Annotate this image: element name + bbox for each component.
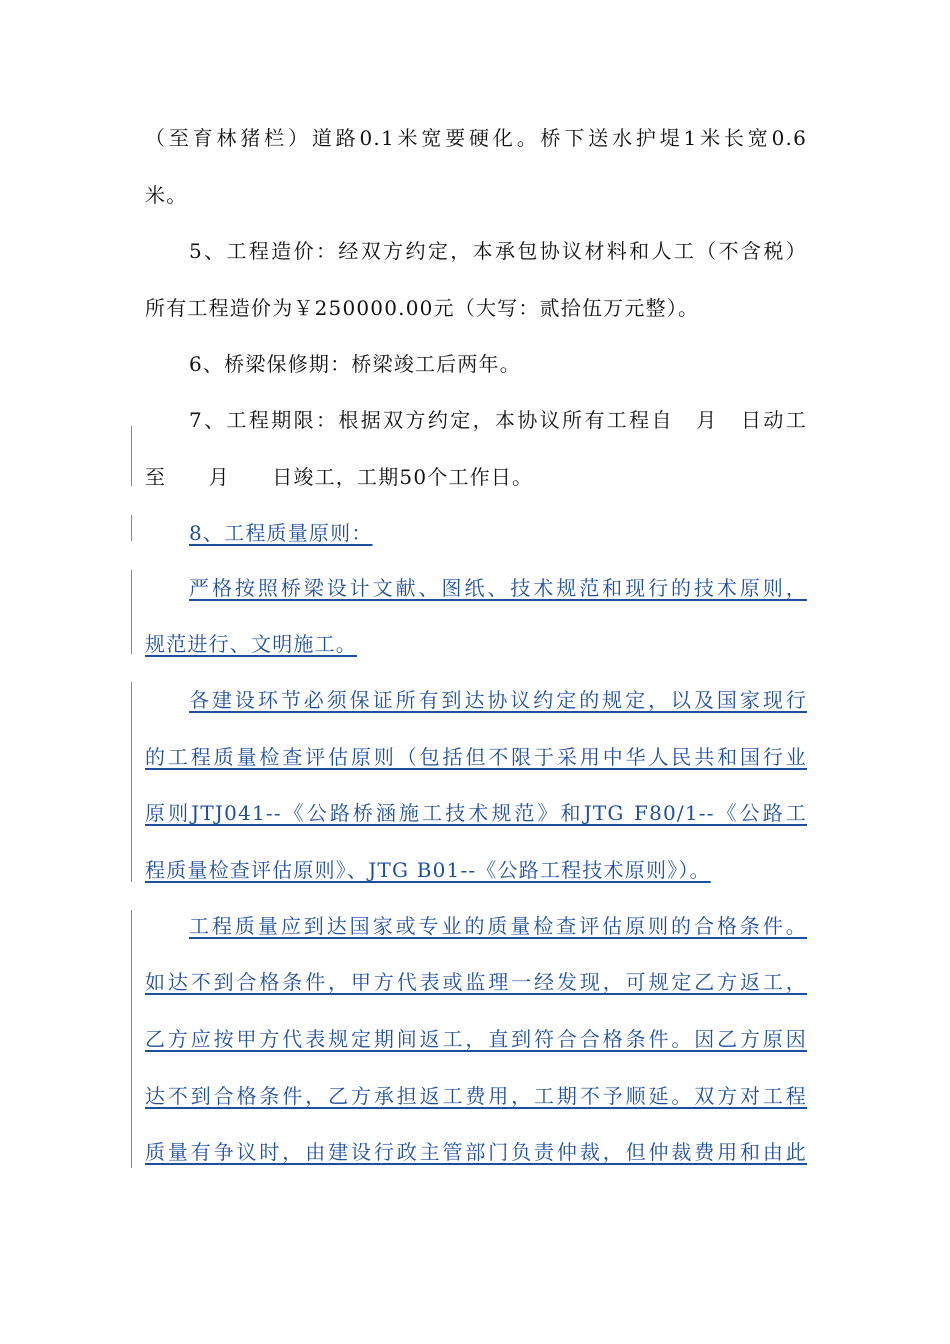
change-bar [131, 570, 132, 654]
text-line: 5、工程造价：经双方约定，本承包协议材料和人工（不含税） [189, 239, 807, 263]
revision-line: 工程质量应到达国家或专业的质量检查评估原则的合格条件。 [189, 914, 807, 938]
revision-line: 乙方应按甲方代表规定期间返工，直到符合合格条件。因乙方原因 [145, 1027, 807, 1051]
change-bar [131, 515, 132, 541]
text-line: 米。 [145, 183, 188, 207]
text-line: 所有工程造价为￥250000.00元（大写：贰拾伍万元整）。 [145, 296, 700, 320]
revision-line: 严格按照桥梁设计文献、图纸、技术规范和现行的技术原则， [189, 576, 807, 600]
revision-line: 如达不到合格条件，甲方代表或监理一经发现，可规定乙方返工， [145, 970, 807, 994]
text-line: 6、桥梁保修期：桥梁竣工后两年。 [189, 352, 521, 376]
revision-line: 8、工程质量原则： [189, 521, 373, 545]
revision-line: 质量有争议时，由建设行政主管部门负责仲裁，但仲裁费用和由此 [145, 1140, 807, 1164]
revision-line: 的工程质量检查评估原则（包括但不限于采用中华人民共和国行业 [145, 745, 807, 769]
change-bar [131, 426, 132, 486]
text-line: 7、工程期限：根据双方约定，本协议所有工程自 月 日动工 [189, 408, 807, 432]
change-bar [131, 682, 132, 882]
revision-line: 各建设环节必须保证所有到达协议约定的规定，以及国家现行 [189, 688, 807, 712]
text-line: 至 月 日竣工，工期50个工作日。 [145, 465, 534, 489]
revision-line: 规范进行、文明施工。 [145, 632, 357, 656]
revision-line: 程质量检查评估原则》、JTG B01--《公路工程技术原则》）。 [145, 858, 711, 882]
revision-line: 原则JTJ041--《公路桥涵施工技术规范》和JTG F80/1--《公路工 [145, 801, 807, 825]
change-bar [131, 910, 132, 1168]
text-line: （至育林猪栏）道路0.1米宽要硬化。桥下送水护堤1米长宽0.6 [145, 126, 807, 150]
revision-line: 达不到合格条件，乙方承担返工费用，工期不予顺延。双方对工程 [145, 1084, 807, 1108]
